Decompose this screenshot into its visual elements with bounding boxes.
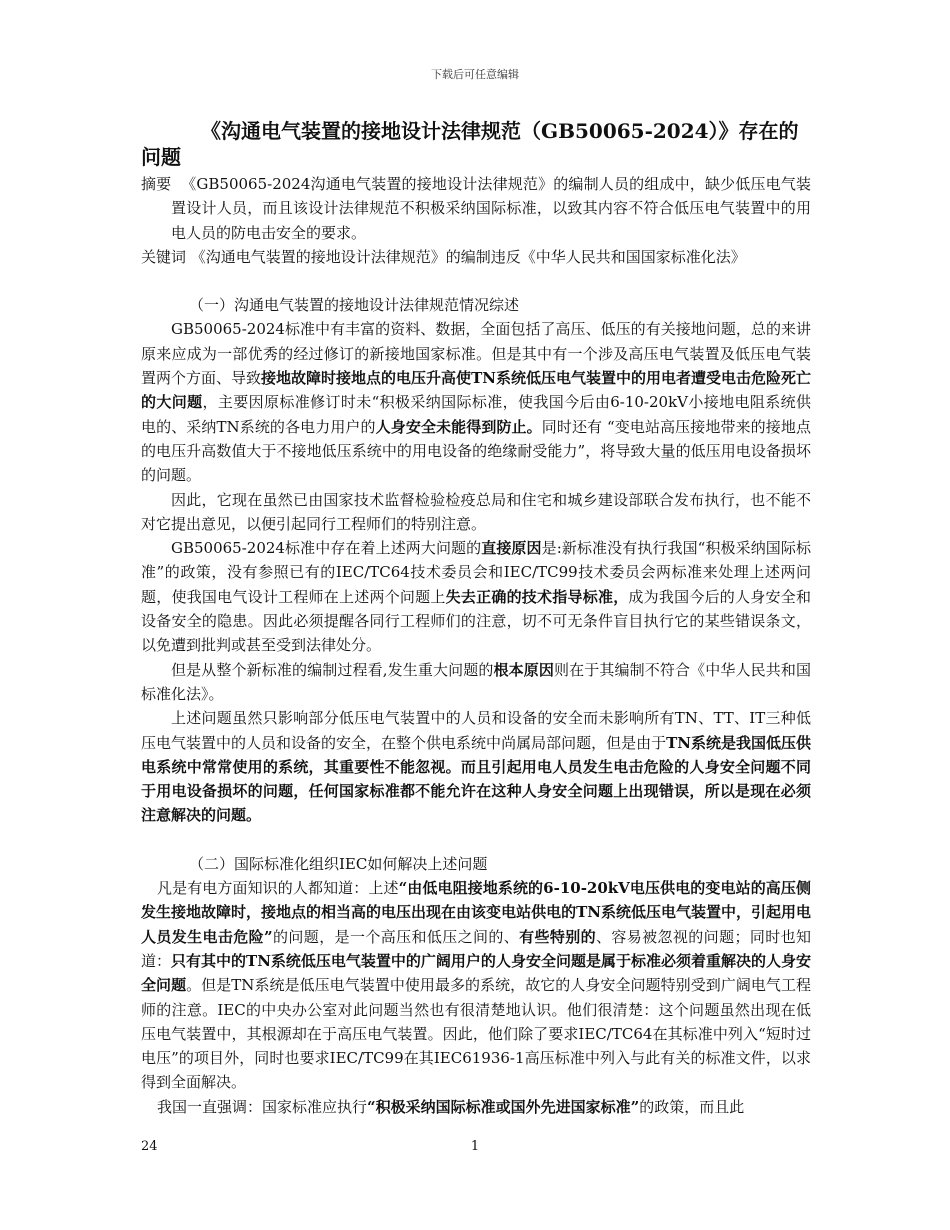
- text-run: 同时还有 “变电站高压接地带来的接地点的电压升高数值大于不接地低压系统中的用电设备的绝缘耐受能力”，将导致大量的低压用电设备损坏的问题。: [141, 417, 811, 485]
- abstract-label: 摘要: [141, 175, 172, 193]
- page-header: 下载后可任意编辑: [431, 68, 519, 81]
- bold-run: 人身安全未能得到防止。: [375, 417, 542, 436]
- text-run: GB50065-2024标准中有丰富的资料、数据，全面包括了高压、低压的有关接地问题，总的来讲原来应成为一部优秀的经过修订的新接地国家标准。但是其中有一个涉及高压电气装置及低压电气装置两个方面、导致: [141, 320, 811, 388]
- page-number: 1: [470, 1139, 480, 1154]
- bold-run: “积极采纳国际标准或国外先进国家标准”: [367, 1097, 640, 1116]
- text-run: 是:新标准没有执行我国“积极采纳国际标准”的政策，没有参照已有的IEC/TC64技术委员会和IEC/TC99技术委员会两标准来处理上述两问题，使我国电气设计工程师在上述两个问题上: [141, 539, 811, 606]
- keywords: [141, 245, 811, 269]
- text-run: ，主要因原标准修订时未“积极采纳国际标准，使我国今后由6-10-20kV小接地电阻系统供电的、采纳TN系统的各电力用户的: [141, 393, 811, 436]
- text-run: 我国一直强调：国家标准应执行: [157, 1097, 368, 1116]
- bold-run: TN系统是我国低压供电系统中常常使用的系统，其重要性不能忽视。而且引起用电人员发生电击危险的人身安全问题不同于用电设备损坏的问题，任何国家标准都不能允许在这种人身安全问题上出现错误，所以是现在必须注意解决的问题。: [141, 733, 811, 825]
- section-1-paragraph-5: [141, 706, 811, 827]
- section-1-heading: （一）沟通电气装置的接地设计法律规范情况综述: [189, 296, 520, 315]
- text-run: 。但是TN系统是低压电气装置中使用最多的系统，故它的人身安全问题特别受到广阔电气工程师的注意。IEC的中央办公室对此问题当然也有很清楚地认识。他们很清楚：这个问题虽然出现在低压电气装置中，其根源却在于高压电气装置。因此，他们除了要求IEC/TC64在其标准中列入“短时过电压”的项目外，同时也要求IEC/TC99在其IEC61936-1高压标准中列入与此有关的标准文件，以求得到全面解决。: [141, 976, 811, 1092]
- bold-run: 接地故障时接地点的电压升高使TN系统低压电气装置中的用电者遭受电击危险死亡的大问题: [141, 369, 811, 412]
- abstract-text: 《GB50065-2024沟通电气装置的接地设计法律规范》的编制人员的组成中，缺少低压电气装置设计人员，而且该设计法律规范不积极采纳国际标准，以致其内容不符合低压电气装置中的用电人员的防电击安全的要求。: [171, 175, 811, 242]
- bold-run: 失去正确的技术指导标准，: [445, 587, 629, 606]
- text-run: 上述问题虽然只影响部分低压电气装置中的人员和设备的安全而未影响所有TN、TT、IT三种低压电气装置中的人员和设备的安全，在整个供电系统中尚属局部问题，但是由于: [141, 709, 811, 752]
- section-1-paragraph-2: 因此，它现在虽然已由国家技术监督检验检疫总局和住宅和城乡建设部联合发布执行，也不能不对它提出意见，以便引起同行工程师们的特别注意。: [141, 490, 811, 533]
- title-line-2: 问题: [141, 145, 181, 169]
- section-2-paragraph-1: [141, 876, 811, 1095]
- abstract: [141, 172, 811, 245]
- section-1-paragraph-4: [141, 658, 811, 707]
- document-body: [141, 118, 811, 1119]
- text-run: 、容易被忽视的问题；同时也知道：: [141, 927, 811, 970]
- text-run: 的问题，是一个高压和低压之间的、: [272, 927, 520, 946]
- text-run: 凡是有电方面知识的人都知道：上述: [157, 879, 399, 898]
- section-1-paragraph-3: [141, 536, 811, 657]
- bold-run: “由低电阻接地系统的6-10-20kV电压供电的变电站的高压侧发生接地故障时，接地点的相当高的电压出现在由该变电站供电的TN系统低压电气装置中，引起用电人员发生电击危险”: [141, 879, 811, 946]
- bold-run: 有些特别的: [519, 927, 597, 946]
- text-run: 成为我国今后的人身安全和设备安全的隐患。因此必须提醒各同行工程师们的注意，切不可无条件盲目执行它的某些错误条文，以免遭到批判或甚至受到法律处分。: [141, 587, 811, 655]
- bold-run: 直接原因: [481, 539, 542, 558]
- footer-left-number: 24: [141, 1139, 158, 1154]
- section-2-heading: （二）国际标准化组织IEC如何解决上述问题: [189, 854, 488, 873]
- document-title: [141, 118, 811, 170]
- text-run: 但是从整个新标准的编制过程看,发生重大问题的: [171, 660, 494, 679]
- section-1-paragraph-1: [141, 317, 811, 487]
- title-line-1: 《沟通电气装置的接地设计法律规范（GB50065-2024）》存在的: [201, 119, 799, 143]
- text-run: GB50065-2024标准中存在着上述两大问题的: [171, 539, 482, 558]
- bold-run: 根本原因: [493, 660, 554, 679]
- section-2-paragraph-2: [141, 1095, 811, 1119]
- text-run: 则在于其编制不符合《中华人民共和国标准化法》。: [141, 660, 811, 703]
- keywords-text: 《沟通电气装置的接地设计法律规范》的编制违反《中华人民共和国国家标准化法》: [190, 247, 746, 266]
- keywords-label: 关键词: [141, 247, 187, 266]
- bold-run: 只有其中的TN系统低压电气装置中的广阔用户的人身安全问题是属于标准必须着重解决的人身安全问题: [141, 951, 811, 995]
- text-run: 的政策，而且此: [639, 1097, 745, 1116]
